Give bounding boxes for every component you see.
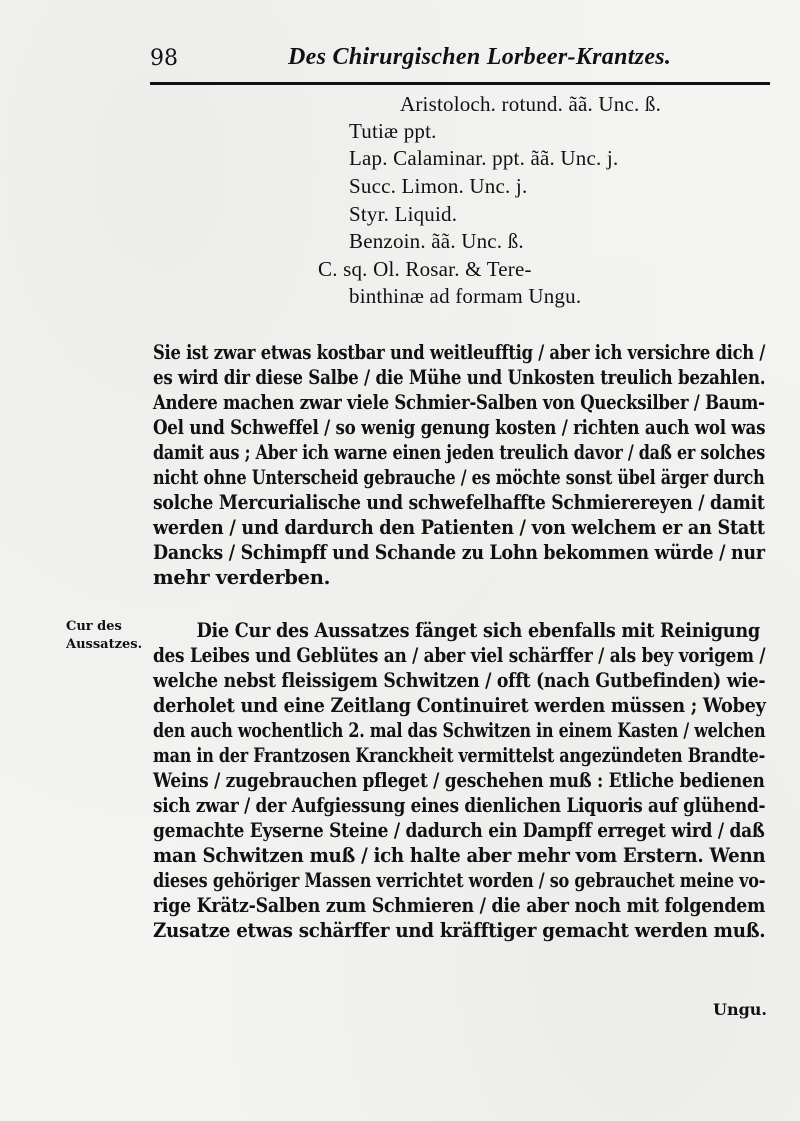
text-line: werden / und dardurch den Patienten / von welchem er an Statt [153, 516, 765, 539]
marginal-note [66, 618, 146, 654]
running-title: Des Chirurgischen Lorbeer-Krantzes. [288, 44, 672, 70]
recipe-line: Aristoloch. rotund. ãã. Unc. ß. [400, 92, 662, 116]
recipe-line: Styr. Liquid. [349, 202, 458, 226]
text-line: welche nebst fleissigem Schwitzen / offt (nach Gutbefinden) wie- [153, 669, 766, 692]
text-line: damit aus ; Aber ich warne einen jeden treulich davor / daß er solches [153, 441, 765, 464]
paragraph-2 [153, 618, 765, 943]
header-rule [150, 82, 770, 85]
text-line: rige Krätz-Salben zum Schmieren / die aber noch mit folgendem [153, 894, 766, 917]
text-line: Dancks / Schimpff und Schande zu Lohn bekommen würde / nur [153, 541, 765, 564]
text-line: Weins / zugebrauchen pfleget / geschehen muß : Etliche bedienen [153, 769, 765, 792]
show-through-text [560, 95, 780, 335]
text-line: Sie ist zwar etwas kostbar und weitleufftig / aber ich versichre dich / [153, 341, 766, 364]
text-line: mehr verderben. [153, 566, 331, 589]
text-line: Oel und Schweffel / so wenig genung kosten / richten auch wol was [153, 416, 766, 439]
catchword: Ungu. [713, 1000, 767, 1019]
text-line: Andere machen zwar viele Schmier-Salben von Quecksilber / Baum- [153, 391, 765, 414]
text-line: man in der Frantzosen Kranckheit vermittelst angezündeten Brandte- [153, 744, 765, 767]
recipe-line: Succ. Limon. Unc. j. [349, 174, 528, 198]
text-line: Die Cur des Aussatzes fänget sich ebenfalls mit Reinigung [196, 619, 760, 642]
recipe-line: binthinæ ad formam Ungu. [349, 284, 582, 308]
text-line: den auch wochentlich 2. mal das Schwitzen in einem Kasten / welchen [153, 719, 766, 742]
text-line: derholet und eine Zeitlang Continuiret werden müssen ; Wobey [153, 694, 766, 717]
recipe-line: Lap. Calaminar. ppt. ãã. Unc. j. [349, 146, 619, 170]
text-line: Zusatze etwas schärffer und kräfftiger gemacht werden muß. [153, 919, 766, 942]
text-line: es wird dir diese Salbe / die Mühe und Unkosten treulich bezahlen. [153, 366, 766, 389]
marginal-note-line: Aussatzes. [66, 637, 143, 652]
recipe-line: Tutiæ ppt. [349, 119, 437, 143]
recipe-line: Benzoin. ãã. Unc. ß. [349, 229, 524, 253]
text-line: des Leibes und Geblütes an / aber viel schärffer / als bey vorigem / [153, 644, 766, 667]
text-line: man Schwitzen muß / ich halte aber mehr vom Erstern. Wenn [153, 844, 766, 867]
page-number: 98 [150, 46, 178, 71]
text-line: dieses gehöriger Massen verrichtet worden / so gebrauchet meine vo- [153, 869, 766, 892]
text-line: gemachte Eyserne Steine / dadurch ein Dampff erreget wird / daß [153, 819, 765, 842]
paragraph-1 [153, 340, 765, 590]
text-line: solche Mercurialische und schwefelhaffte Schmierereyen / damit [153, 491, 765, 514]
text-line: sich zwar / der Aufgiessung eines dienlichen Liquoris auf glühend- [153, 794, 766, 817]
recipe-line: C. sq. Ol. Rosar. & Tere- [318, 257, 532, 281]
text-line: nicht ohne Unterscheid gebrauche / es möchte sonst übel ärger durch [153, 466, 765, 489]
marginal-note-line: Cur des [66, 619, 122, 634]
